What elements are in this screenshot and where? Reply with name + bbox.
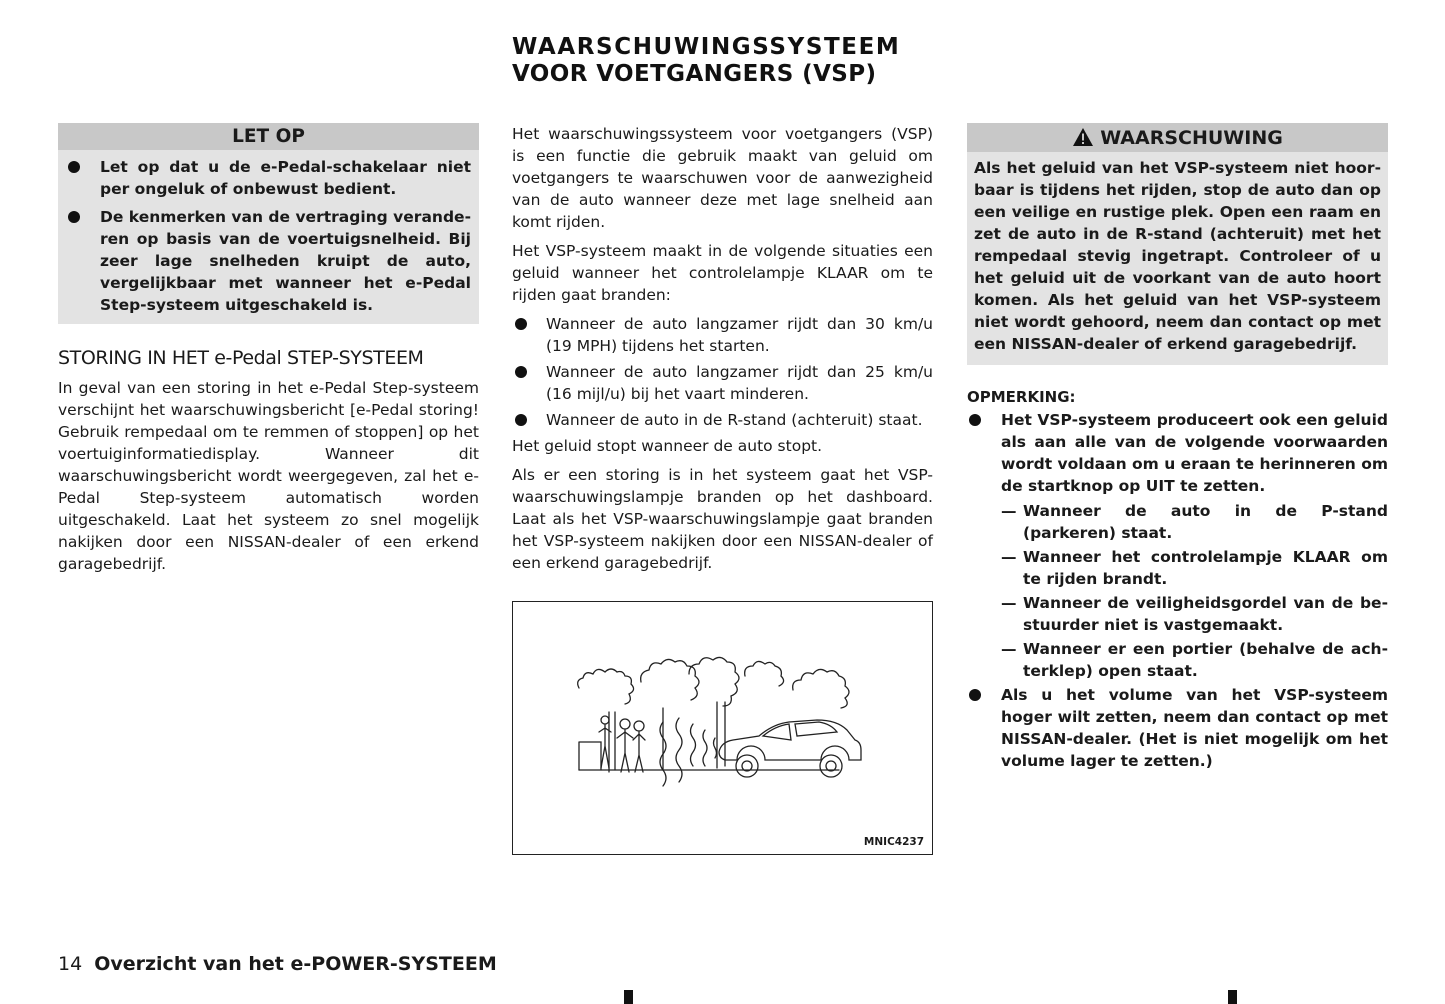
car-wheel xyxy=(820,755,842,777)
warning-text: Als het geluid van het VSP-systeem niet hoorbaar is tijdens het rijden, stop de auto dan op een veilige en rustige plek. Open een raam en zet de auto in de R-stand (achteruit) met het rempedaal stevig ingetrapt. Controleer of u het geluid uit de voorkant van de auto hoort komen. Als het geluid van het VSP-systeem niet wordt gehoord, neem dan contact op met een NISSAN-dealer of erkend garagebedrijf. xyxy=(974,159,1381,353)
vsp-situations-list xyxy=(512,313,933,431)
bullet-dot-icon xyxy=(515,318,527,330)
vsp-situation-text: Wanneer de auto langzamer rijdt dan 25 km/u (16 mijl/u) bij het vaart minderen. xyxy=(546,363,933,403)
sound-wave xyxy=(691,724,696,766)
note-condition-text: Wanneer er een portier (behalve de achterklep) open staat. xyxy=(1023,640,1388,680)
section-title xyxy=(512,34,952,88)
bullet-dot-icon xyxy=(515,414,527,426)
warning-box xyxy=(967,123,1388,365)
vsp-illustration xyxy=(512,601,933,855)
vsp-situation-text: Wanneer de auto in de R-stand (achteruit) staat. xyxy=(546,411,923,429)
section-title-line-2: VOOR VOETGANGERS (VSP) xyxy=(512,61,877,87)
tree-outline xyxy=(745,661,784,686)
chapter-title: Overzicht van het e-POWER-SYSTEEM xyxy=(94,953,497,975)
bullet-dot-icon xyxy=(515,366,527,378)
note-item xyxy=(967,409,1388,682)
dash-icon: — xyxy=(1001,502,1017,520)
bullet-dot-icon xyxy=(68,161,80,173)
caution-item-text: Let op dat u de e-Pedal-schakelaar niet per ongeluk of onbewust bedient. xyxy=(100,158,471,198)
warning-triangle-icon xyxy=(1072,127,1094,147)
page-footer xyxy=(58,952,497,976)
note-conditions-list xyxy=(1001,500,1388,682)
note-item-text: Als u het volume van het VSP-systeem hoger wilt zetten, neem dan contact op met NISSAN-dealer. (Het is niet mogelijk om het volume lager te zetten.) xyxy=(1001,686,1388,770)
pedestrian xyxy=(633,721,645,772)
note-condition xyxy=(1001,592,1388,636)
car-window xyxy=(763,722,837,740)
bullet-dot-icon xyxy=(68,211,80,223)
note-item xyxy=(967,684,1388,772)
figure-code: MNIC4237 xyxy=(863,836,924,848)
vsp-stop-text: Het geluid stopt wanneer de auto stopt. xyxy=(512,437,823,455)
car-wheel xyxy=(736,755,758,777)
tree-outline xyxy=(689,657,739,706)
caution-box xyxy=(58,123,479,324)
note-condition-text: Wanneer het controlelampje KLAAR om te rijden brandt. xyxy=(1023,548,1388,588)
section-title-line-1: WAARSCHUWINGSSYSTEEM xyxy=(512,34,901,60)
bullet-dot-icon xyxy=(969,689,981,701)
caution-title: LET OP xyxy=(58,123,479,150)
vsp-situation-text: Wanneer de auto langzamer rijdt dan 30 km/u (19 MPH) tijdens het starten. xyxy=(546,315,933,355)
crop-mark xyxy=(624,990,633,1004)
vsp-situation-item xyxy=(512,313,933,357)
sound-wave xyxy=(703,730,707,766)
vsp-situations-intro: Het VSP-systeem maakt in de volgende situaties een geluid wanneer het controlelampje KLAAR om te rijden gaat branden: xyxy=(512,242,933,304)
dash-icon: — xyxy=(1001,594,1017,612)
warning-header xyxy=(967,123,1388,152)
note-section xyxy=(967,386,1388,774)
tree-outline xyxy=(793,669,849,708)
pedestrian xyxy=(617,719,633,772)
vsp-intro: Het waarschuwingssysteem voor voetgangers (VSP) is een functie die gebruik maakt van geluid om voetgangers te waarschuwen voor de aanwezigheid van de auto wanneer deze met lage snelheid aan komt rijden. xyxy=(512,125,933,231)
caution-item xyxy=(58,156,471,200)
note-condition xyxy=(1001,500,1388,544)
caution-item-text: De kenmerken van de vertraging veranderen op basis van de voertuigsnelheid. Bij zeer lage snelheden kruipt de auto, vergelijkbaar met wanneer het e-Pedal Step-systeem uitgeschakeld is. xyxy=(100,208,471,314)
note-condition-text: Wanneer de auto in de P-stand (parkeren) staat. xyxy=(1023,502,1388,542)
warning-title: WAARSCHUWING xyxy=(1100,127,1283,149)
sound-wave xyxy=(714,738,717,758)
vsp-situation-item xyxy=(512,361,933,405)
crop-mark xyxy=(1228,990,1237,1004)
note-condition-text: Wanneer de veiligheidsgordel van de bestuurder niet is vastgemaakt. xyxy=(1023,594,1388,634)
page-number: 14 xyxy=(58,953,83,975)
note-condition xyxy=(1001,546,1388,590)
note-item-text: Het VSP-systeem produceert ook een geluid als aan alle van de volgende voorwaarden wordt voldaan om u eraan te herinneren om de startknop op UIT te zetten. xyxy=(1001,411,1388,495)
caution-list xyxy=(58,150,479,316)
dash-icon: — xyxy=(1001,548,1017,566)
note-label: OPMERKING: xyxy=(967,388,1076,406)
note-list xyxy=(967,409,1388,772)
dash-icon: — xyxy=(1001,640,1017,658)
malfunction-heading: STORING IN HET e-Pedal STEP-SYSTEEM xyxy=(58,347,424,369)
wall xyxy=(579,742,601,770)
vsp-description xyxy=(512,123,933,581)
bullet-dot-icon xyxy=(969,414,981,426)
note-condition xyxy=(1001,638,1388,682)
pedestrian-car-illustration xyxy=(513,602,932,854)
tree-outline xyxy=(578,669,634,704)
vsp-situation-item xyxy=(512,409,933,431)
sound-wave xyxy=(676,718,682,782)
caution-item xyxy=(58,206,471,316)
vsp-malfunction-text: Als er een storing is in het systeem gaat het VSP-waarschuwingslampje branden op het dashboard. Laat als het VSP-waarschuwingslampje gaat branden het VSP-systeem nakijken door een NISSAN-dealer of een erkend garagebedrijf. xyxy=(512,466,933,572)
tree-outline xyxy=(641,659,699,700)
malfunction-paragraph: In geval van een storing in het e-Pedal Step-systeem verschijnt het waarschuwingsbericht [e-Pedal storing! Gebruik rempedaal om te remmen of stoppen] op het voertuiginformatiedisplay. Wanneer dit waarschuwingsbericht wordt weergegeven, zal het e-Pedal Step-systeem automatisch worden uitgeschakeld. Laat het systeem zo snel mogelijk nakijken door een NISSAN-dealer of een erkend garagebedrijf. xyxy=(58,379,479,573)
